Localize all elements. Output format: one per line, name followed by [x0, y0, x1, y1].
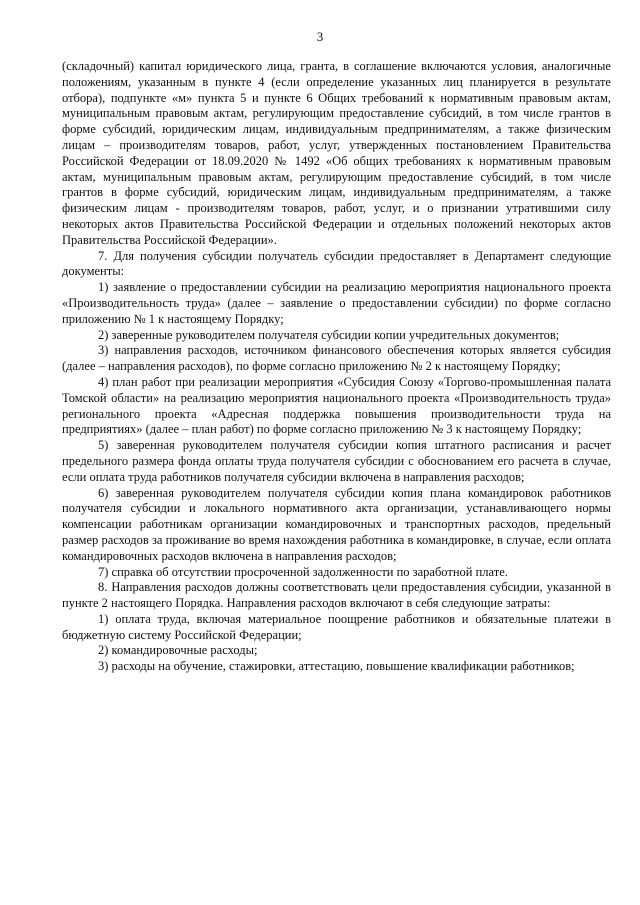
paragraph-clause-7: 7. Для получения субсидии получатель субсидии предоставляет в Департамент следующие документы: [62, 248, 611, 279]
list-item-7-5: 5) заверенная руководителем получателя субсидии копия штатного расписания и расчет предельного размера фонда оплаты труда получателя субсидии с обоснованием его расчета в случае, если оплата труда работников получателя субсидии включена в направления расходов; [62, 438, 611, 484]
list-item-7-4: 4) план работ при реализации мероприятия «Субсидия Союзу «Торгово-промышленная палата Томской области» на реализацию мероприятия национального проекта «Производительность труда» регионального проекта «Адресная поддержка повышения производительности труда на предприятиях» (далее – план работ) по форме согласно приложению № 3 к настоящему Порядку; [62, 374, 611, 437]
document-body [62, 59, 611, 675]
list-item-8-2: 2) командировочные расходы; [98, 643, 258, 658]
page-number: 3 [316, 29, 324, 44]
list-item-7-1: 1) заявление о предоставлении субсидии на реализацию мероприятия национального проекта «Производительность труда» (далее – заявление о предоставлении субсидии) по форме согласно приложению № 1 к настоящему Порядку; [62, 280, 611, 326]
list-item-7-2: 2) заверенные руководителем получателя субсидии копии учредительных документов; [98, 327, 560, 342]
list-item-7-3: 3) направления расходов, источником финансового обеспечения которых является субсидия (далее – направления расходов), по форме согласно приложению № 2 к настоящему Порядку; [62, 343, 611, 374]
list-item-8-1: 1) оплата труда, включая материальное поощрение работников и обязательные платежи в бюджетную систему Российской Федерации; [62, 611, 611, 642]
paragraph-clause-8: 8. Направления расходов должны соответствовать цели предоставления субсидии, указанной в пункте 2 настоящего Порядка. Направления расходов включают в себя следующие затраты: [62, 580, 611, 611]
list-item-7-7: 7) справка об отсутствии просроченной задолженности по заработной плате. [98, 564, 508, 579]
paragraph-continuation: (складочный) капитал юридического лица, гранта, в соглашение включаются условия, аналогичные положениям, указанным в пункте 4 (если определение указанных лиц планируется в результате отбора), подпункте «м» пункта 5 и пункте 6 Общих требований к нормативным правовым актам, муниципальным правовым актам, регулирующим предоставление субсидий, в том числе грантов в форме субсидий, юридическим лицам, индивидуальным предпринимателям, а также физическим лицам – производителям товаров, работ, услуг, утвержденных постановлением Правительства Российской Федерации от 18.09.2020 № 1492 «Об общих требованиях к нормативным правовым актам, муниципальным правовым актам, регулирующим предоставление субсидий, в том числе грантов в форме субсидий, юридическим лицам, индивидуальным предпринимателям, а также физическим лицам - производителям товаров, работ, услуг, и о признании утратившими силу некоторых актов Правительства Российской Федерации и отдельных положений некоторых актов Правительства Российской Федерации». [62, 59, 611, 247]
list-item-8-3: 3) расходы на обучение, стажировки, аттестацию, повышение квалификации работников; [98, 659, 575, 674]
list-item-7-6: 6) заверенная руководителем получателя субсидии копия плана командировок работников получателя субсидии и локального нормативного акта организации, устанавливающего нормы компенсации работникам организации командировочных и транспортных расходов, предельный размер расходов за проживание во время нахождения работника в командировке, в случае, если оплата командировочных расходов включена в направления расходов; [62, 485, 611, 563]
